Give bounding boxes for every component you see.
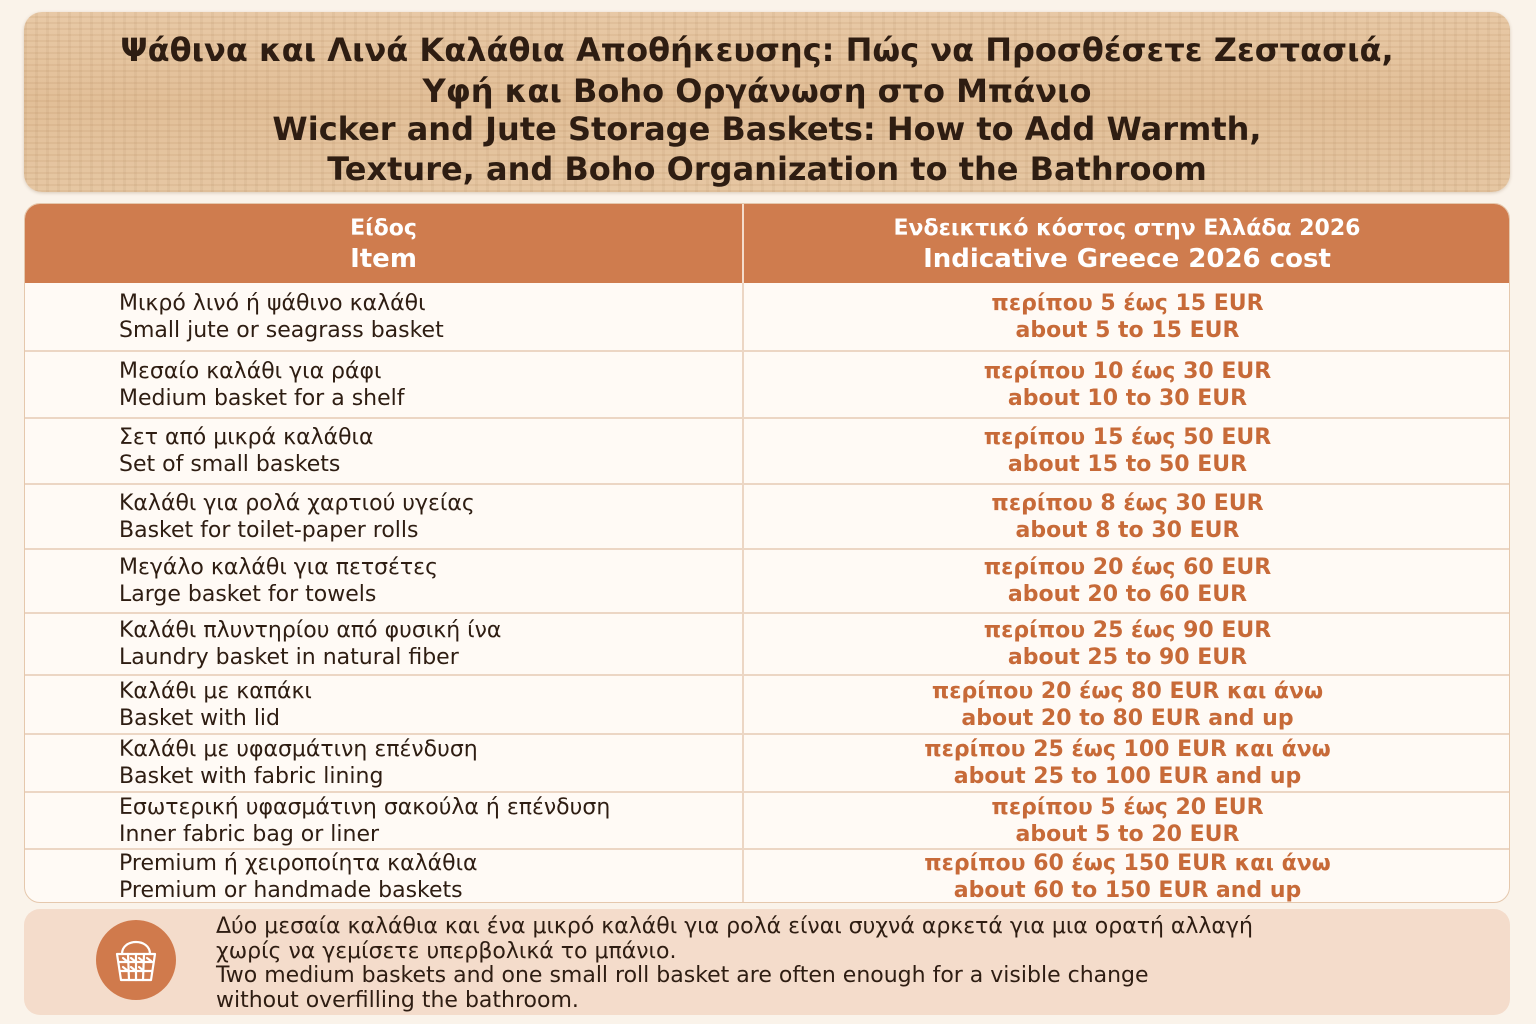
item-english: Basket with lid [119, 705, 281, 731]
cost-english: about 25 to 100 EUR and up [953, 764, 1302, 789]
item-english: Basket with fabric lining [119, 764, 384, 789]
table-row [25, 612, 1510, 674]
header-cost-greek: Ενδεικτικό κόστος στην Ελλάδα 2026 [893, 216, 1361, 241]
cost-greek: περίπου 10 έως 30 EUR [983, 358, 1272, 384]
item-greek: Σετ από μικρά καλάθια [119, 425, 374, 450]
header-item [25, 204, 742, 283]
item-cell [119, 485, 729, 548]
item-cell [119, 850, 729, 903]
item-cell [119, 352, 729, 417]
item-greek: Εσωτερική υφασμάτινη σακούλα ή επένδυση [119, 794, 611, 820]
item-greek: Premium ή χειροποίητα καλάθια [119, 851, 478, 876]
cost-english: about 20 to 80 EUR and up [961, 705, 1294, 731]
item-cell [119, 735, 729, 791]
header-item-greek: Είδος [350, 216, 417, 241]
note-english-line-2: without overfilling the bathroom. [216, 987, 579, 1013]
item-greek: Μεσαίο καλάθι για ράφι [119, 358, 382, 384]
cost-english: about 5 to 20 EUR [1015, 821, 1240, 847]
table-row [25, 674, 1510, 733]
item-english: Laundry basket in natural fiber [119, 645, 459, 670]
cost-greek: περίπου 15 έως 50 EUR [983, 425, 1272, 450]
note-english-line-1: Two medium baskets and one small roll basket are often enough for a visible change [216, 963, 1149, 988]
header-cost [743, 204, 1510, 283]
title-greek-line-2: Υφή και Boho Οργάνωση στο Μπάνιο [422, 72, 1092, 110]
cost-cell [744, 419, 1510, 483]
item-english: Set of small baskets [119, 452, 341, 477]
basket-icon [96, 920, 176, 1000]
item-greek: Μεγάλο καλάθι για πετσέτες [119, 555, 438, 580]
item-english: Basket for toilet-paper rolls [119, 517, 419, 543]
cost-greek: περίπου 8 έως 30 EUR [991, 490, 1264, 516]
table-row [25, 548, 1510, 612]
note-text [216, 915, 1486, 1013]
cost-cell [744, 485, 1510, 548]
header-cost-english: Indicative Greece 2026 cost [923, 244, 1331, 274]
tip-note [24, 909, 1510, 1015]
cost-cell [744, 793, 1510, 848]
cost-english: about 8 to 30 EUR [1015, 517, 1240, 543]
note-greek-line-1: Δύο μεσαία καλάθια και ένα μικρό καλάθι για ρολά είναι συχνά αρκετά για μια ορατή αλλαγή [216, 914, 1253, 939]
item-greek: Καλάθι για ρολά χαρτιού υγείας [119, 490, 475, 516]
item-english: Large basket for towels [119, 582, 377, 607]
item-cell [119, 793, 729, 848]
title-english-line-1: Wicker and Jute Storage Baskets: How to Add Warmth, [272, 110, 1262, 148]
item-cell [119, 614, 729, 674]
cost-cell [744, 352, 1510, 417]
cost-cell [744, 850, 1510, 903]
note-greek-line-2: χωρίς να γεμίσετε υπερβολικά το μπάνιο. [216, 938, 677, 964]
cost-cell [744, 283, 1510, 350]
cost-greek: περίπου 5 έως 15 EUR [991, 290, 1264, 316]
item-greek: Καλάθι πλυντηρίου από φυσική ίνα [119, 618, 502, 643]
cost-greek: περίπου 25 έως 90 EUR [983, 618, 1272, 643]
item-english: Small jute or seagrass basket [119, 317, 444, 343]
table-row [25, 283, 1510, 350]
cost-english: about 10 to 30 EUR [1007, 385, 1248, 411]
item-english: Medium basket for a shelf [119, 385, 405, 411]
cost-greek: περίπου 60 έως 150 EUR και άνω [924, 851, 1331, 876]
cost-table [24, 203, 1510, 903]
item-greek: Μικρό λινό ή ψάθινο καλάθι [119, 290, 426, 316]
item-greek: Καλάθι με καπάκι [119, 678, 312, 704]
table-row [25, 483, 1510, 548]
cost-cell [744, 550, 1510, 612]
cost-cell [744, 676, 1510, 733]
title-greek-line-1: Ψάθινα και Λινά Καλάθια Αποθήκευσης: Πώς να Προσθέσετε Ζεστασιά, [120, 31, 1394, 69]
cost-greek: περίπου 5 έως 20 EUR [991, 794, 1264, 820]
table-row [25, 848, 1510, 903]
cost-cell [744, 614, 1510, 674]
table-row [25, 733, 1510, 791]
cost-greek: περίπου 20 έως 80 EUR και άνω [931, 678, 1324, 704]
title-english-line-2: Texture, and Boho Organization to the Bathroom [327, 150, 1207, 188]
cost-greek: περίπου 25 έως 100 EUR και άνω [924, 737, 1331, 762]
cost-english: about 60 to 150 EUR and up [953, 878, 1302, 903]
header-item-english: Item [350, 244, 417, 274]
item-cell [119, 550, 729, 612]
cost-english: about 15 to 50 EUR [1007, 452, 1248, 477]
table-row [25, 417, 1510, 483]
item-english: Premium or handmade baskets [119, 878, 463, 903]
table-row [25, 350, 1510, 417]
cost-cell [744, 735, 1510, 791]
cost-greek: περίπου 20 έως 60 EUR [983, 555, 1272, 580]
item-english: Inner fabric bag or liner [119, 821, 380, 847]
cost-english: about 20 to 60 EUR [1007, 582, 1248, 607]
item-cell [119, 676, 729, 733]
cost-english: about 5 to 15 EUR [1015, 317, 1240, 343]
item-cell [119, 419, 729, 483]
title-banner [24, 12, 1510, 192]
table-header [25, 204, 1510, 283]
cost-english: about 25 to 90 EUR [1007, 645, 1248, 670]
item-cell [119, 283, 729, 350]
table-body [25, 283, 1510, 903]
item-greek: Καλάθι με υφασμάτινη επένδυση [119, 737, 478, 762]
table-row [25, 791, 1510, 848]
